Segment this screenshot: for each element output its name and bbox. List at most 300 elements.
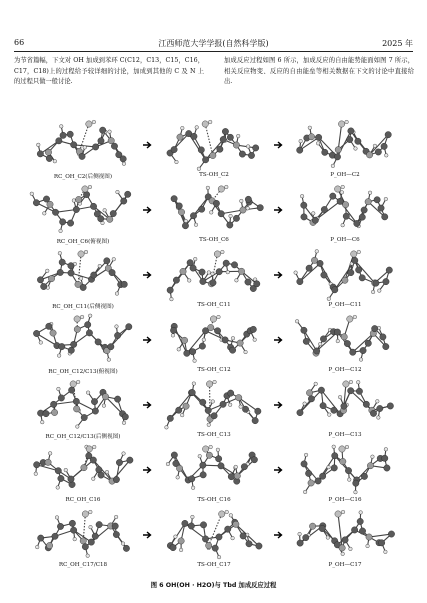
- atom: [190, 265, 196, 271]
- atom: [33, 200, 39, 206]
- structure-label: P_OH—C12: [328, 367, 362, 373]
- atom: [89, 525, 93, 529]
- atom: [374, 197, 380, 203]
- atom: [356, 380, 360, 384]
- atom: [46, 323, 52, 329]
- atom: [89, 510, 93, 514]
- atom: [193, 359, 197, 363]
- atom: [37, 277, 43, 283]
- atom: [240, 207, 246, 213]
- atom: [206, 452, 212, 458]
- reaction-row: [14, 443, 413, 508]
- atom: [86, 554, 90, 558]
- atom: [121, 198, 127, 204]
- atom: [107, 216, 113, 222]
- atom: [339, 545, 345, 551]
- atom: [355, 267, 361, 273]
- atom: [180, 413, 184, 417]
- header-rule: [14, 51, 413, 52]
- molecule-structure: [159, 313, 269, 367]
- atom: [360, 347, 366, 353]
- atom: [76, 380, 80, 384]
- atom: [330, 193, 336, 199]
- product-structure: [290, 378, 400, 443]
- atom: [69, 520, 75, 526]
- atom: [59, 259, 65, 265]
- atom: [48, 275, 54, 281]
- atom: [255, 408, 261, 414]
- atom: [239, 151, 245, 157]
- atom: [233, 142, 239, 148]
- bond: [210, 384, 211, 419]
- atom: [104, 258, 110, 264]
- atom: [45, 269, 49, 273]
- atom: [116, 190, 120, 194]
- atom: [167, 287, 173, 293]
- atom: [388, 531, 394, 537]
- atom: [55, 516, 59, 520]
- atom: [175, 160, 179, 164]
- atom: [352, 257, 358, 263]
- atom: [57, 523, 63, 529]
- atom: [320, 402, 326, 408]
- atom: [206, 381, 212, 387]
- atom: [92, 120, 96, 124]
- atom: [225, 526, 231, 532]
- atom: [57, 387, 61, 391]
- atom: [309, 523, 315, 529]
- atom: [342, 277, 348, 283]
- atom: [223, 260, 229, 266]
- atom: [341, 552, 345, 556]
- structure-label: RC_OH_C11(后侧视图): [52, 304, 114, 310]
- atom: [304, 453, 308, 457]
- atom: [52, 533, 58, 539]
- molecule-structure: [159, 378, 269, 432]
- atom: [319, 473, 325, 479]
- atom: [33, 462, 39, 468]
- atom: [181, 126, 185, 130]
- atom: [73, 206, 79, 212]
- atom: [340, 458, 346, 464]
- atom: [222, 337, 228, 343]
- atom: [227, 134, 233, 140]
- atom: [370, 410, 376, 416]
- atom: [348, 128, 354, 134]
- reactant-structure: [28, 183, 138, 248]
- atom: [366, 152, 372, 158]
- atom: [357, 518, 363, 524]
- atom: [209, 211, 213, 215]
- atom: [252, 417, 258, 423]
- atom: [192, 382, 196, 386]
- atom: [84, 250, 88, 254]
- atom: [81, 414, 87, 420]
- atom: [98, 138, 104, 144]
- atom: [378, 540, 384, 546]
- reaction-arrow: [142, 335, 152, 345]
- reaction-arrow: [273, 465, 283, 475]
- atom: [176, 476, 180, 480]
- atom: [344, 340, 350, 346]
- atom: [334, 186, 340, 192]
- bond: [335, 456, 357, 480]
- atom: [332, 453, 338, 459]
- atom: [228, 473, 234, 479]
- atom: [363, 401, 369, 407]
- atom: [191, 515, 195, 519]
- atom: [114, 396, 120, 402]
- atom: [73, 406, 79, 412]
- atom: [317, 260, 323, 266]
- atom: [199, 343, 205, 349]
- reactant-structure: [28, 313, 138, 378]
- atom: [170, 327, 176, 333]
- atom: [56, 486, 60, 490]
- atom: [338, 121, 344, 127]
- atom: [318, 342, 322, 346]
- atom: [336, 339, 340, 343]
- atom: [217, 555, 221, 559]
- atom: [343, 213, 349, 219]
- atom: [359, 275, 365, 281]
- atom: [256, 543, 262, 549]
- atom: [371, 325, 377, 331]
- atom: [376, 399, 380, 403]
- atom: [251, 456, 257, 462]
- atom: [88, 185, 92, 189]
- atom: [231, 336, 235, 340]
- atom: [59, 343, 65, 349]
- atom: [240, 199, 244, 203]
- atom: [244, 350, 248, 354]
- atom: [84, 321, 90, 327]
- bond: [205, 124, 213, 155]
- atom: [50, 401, 56, 407]
- atom: [121, 542, 125, 546]
- atom: [70, 527, 76, 533]
- atom: [301, 327, 307, 333]
- atom: [216, 448, 220, 452]
- atom: [88, 539, 94, 545]
- atom: [207, 423, 211, 427]
- atom: [202, 338, 206, 342]
- atom: [92, 445, 96, 449]
- atom: [366, 544, 370, 548]
- structure-label: RC_OH_C12/C13(后侧视图): [45, 434, 121, 440]
- atom: [354, 220, 360, 226]
- atom: [384, 447, 388, 451]
- product-structure: [290, 183, 400, 248]
- atom: [347, 136, 353, 142]
- atom: [176, 203, 182, 209]
- atom: [320, 336, 326, 342]
- bond: [338, 124, 341, 150]
- molecule-structure: [290, 508, 400, 562]
- atom: [241, 464, 247, 470]
- atom: [308, 396, 314, 402]
- reaction-row: [14, 183, 413, 248]
- atom: [301, 461, 307, 467]
- atom: [38, 535, 44, 541]
- atom: [382, 455, 388, 461]
- atom: [365, 199, 371, 205]
- atom: [96, 521, 102, 527]
- atom: [354, 490, 358, 494]
- atom: [218, 463, 224, 469]
- atom: [347, 388, 353, 394]
- structure-label: TS-OH_C6: [199, 237, 229, 243]
- atom: [90, 203, 96, 209]
- atom: [86, 330, 92, 336]
- atom: [311, 212, 315, 216]
- atom: [167, 415, 173, 421]
- transition-state-structure: [159, 508, 269, 573]
- reactant-structure: [28, 118, 138, 183]
- atom: [220, 401, 226, 407]
- atom: [236, 394, 242, 400]
- figure-6: [14, 118, 413, 573]
- atom: [73, 537, 77, 541]
- atom: [303, 338, 309, 344]
- atom: [78, 251, 84, 257]
- atom: [210, 316, 216, 322]
- atom: [92, 533, 98, 539]
- atom: [108, 137, 114, 143]
- page-number: 66: [14, 38, 25, 47]
- atom: [248, 152, 254, 158]
- atom: [385, 131, 391, 137]
- reaction-arrow: [273, 335, 283, 345]
- reactant-structure: [28, 378, 138, 443]
- atom: [59, 229, 63, 233]
- atom: [111, 143, 117, 149]
- atom: [205, 542, 211, 548]
- atom: [40, 283, 46, 289]
- atom: [183, 403, 189, 409]
- atom: [350, 349, 356, 355]
- atom: [59, 125, 63, 129]
- atom: [335, 146, 341, 152]
- atom: [171, 146, 177, 152]
- atom: [318, 387, 324, 393]
- atom: [50, 330, 56, 336]
- atom: [114, 515, 118, 519]
- atom: [171, 452, 177, 458]
- atom: [107, 358, 111, 362]
- atom: [112, 523, 118, 529]
- atom: [368, 191, 372, 195]
- atom: [57, 269, 63, 275]
- atom: [297, 147, 303, 153]
- molecule-structure: [28, 118, 138, 172]
- molecule-structure: [290, 313, 400, 367]
- atom: [43, 212, 47, 216]
- atom: [321, 206, 327, 212]
- atom: [58, 475, 64, 481]
- atom: [182, 223, 188, 229]
- atom: [51, 409, 57, 415]
- molecule-structure: [290, 118, 400, 172]
- atom: [170, 544, 176, 550]
- atom: [339, 446, 345, 452]
- structure-label: RC_OH_C6(俯视图): [56, 239, 110, 245]
- atom: [215, 456, 221, 462]
- atom: [207, 271, 211, 275]
- atom: [189, 348, 195, 354]
- atom: [176, 407, 182, 413]
- atom: [76, 425, 80, 429]
- atom: [86, 446, 92, 452]
- journal-title: 江西师范大学学报(自然科学版): [158, 39, 269, 48]
- atom: [190, 213, 196, 219]
- atom: [306, 265, 312, 271]
- atom: [314, 348, 320, 354]
- atom: [383, 343, 389, 349]
- atom: [355, 138, 361, 144]
- atom: [229, 347, 235, 353]
- atom: [191, 486, 195, 490]
- atom: [68, 476, 74, 482]
- atom: [73, 398, 79, 404]
- atom: [331, 407, 337, 413]
- atom: [351, 527, 357, 533]
- atom: [297, 278, 303, 284]
- atom: [341, 510, 345, 514]
- atom: [206, 186, 210, 190]
- atom: [202, 446, 208, 452]
- atom: [198, 206, 204, 212]
- atom: [98, 216, 104, 222]
- atom: [68, 263, 74, 269]
- reaction-arrow: [142, 465, 152, 475]
- atom: [122, 414, 128, 420]
- atom: [127, 457, 133, 463]
- bond: [209, 514, 222, 546]
- atom: [108, 130, 112, 134]
- atom: [55, 468, 61, 474]
- structure-label: P_OH—C16: [328, 497, 362, 503]
- atom: [225, 185, 229, 189]
- atom: [189, 476, 195, 482]
- atom: [60, 132, 66, 138]
- atom: [33, 330, 39, 336]
- reaction-arrow: [142, 205, 152, 215]
- atom: [322, 149, 328, 155]
- atom: [210, 152, 216, 158]
- atom: [116, 459, 122, 465]
- atom: [303, 490, 307, 494]
- atom: [56, 138, 62, 144]
- structure-label: TS-OH_C11: [197, 302, 231, 308]
- product-structure: [290, 443, 400, 508]
- atom: [176, 465, 182, 471]
- atom: [202, 121, 208, 127]
- atom: [74, 316, 80, 322]
- atom: [294, 271, 298, 275]
- figure-caption: 图 6 OH(OH · H2O)与 Tbd 加成反应过程: [150, 582, 277, 589]
- atom: [218, 186, 224, 192]
- molecule-structure: [28, 313, 138, 367]
- atom: [115, 325, 119, 329]
- atom: [177, 348, 181, 352]
- atom: [200, 399, 206, 405]
- atom: [82, 544, 88, 550]
- atom: [211, 400, 215, 404]
- transition-state-structure: [159, 118, 269, 183]
- atom: [308, 126, 312, 130]
- atom: [202, 536, 208, 542]
- atom: [43, 410, 49, 416]
- atom: [327, 413, 331, 417]
- right-paragraph: 加成反应过程如图 6 所示，加成反应的自由能势能面如图 7 所示，相关反应物变、反应的自由能垒等相关数据在下文的讨论中直接给出.: [224, 57, 414, 85]
- atom: [199, 269, 205, 275]
- transition-state-structure: [159, 183, 269, 248]
- atom: [122, 421, 126, 425]
- atom: [359, 214, 365, 220]
- atom: [225, 510, 229, 514]
- atom: [347, 478, 351, 482]
- atom: [53, 159, 57, 163]
- atom: [178, 538, 184, 544]
- atom: [331, 465, 337, 471]
- atom: [173, 277, 179, 283]
- structure-label: P_OH—C11: [328, 302, 362, 308]
- atom: [30, 192, 34, 196]
- atom: [71, 142, 77, 148]
- atom: [257, 204, 263, 210]
- atom: [86, 391, 90, 395]
- atom: [37, 143, 41, 147]
- atom: [353, 480, 359, 486]
- atom: [52, 209, 58, 215]
- atom: [80, 315, 84, 319]
- atom: [46, 155, 52, 161]
- atom: [58, 251, 62, 255]
- atom: [217, 315, 221, 319]
- atom: [252, 145, 258, 151]
- reaction-arrow: [273, 140, 283, 150]
- molecule-structure: [290, 443, 400, 497]
- product-structure: [290, 313, 400, 378]
- atom: [306, 390, 312, 396]
- atom: [228, 403, 232, 407]
- atom: [76, 196, 82, 202]
- atom: [298, 532, 302, 536]
- atom: [91, 398, 97, 404]
- atom: [386, 267, 392, 273]
- atom: [250, 326, 256, 332]
- atom: [301, 214, 307, 220]
- atom: [103, 208, 107, 212]
- reaction-arrow: [142, 400, 152, 410]
- atom: [334, 154, 340, 160]
- atom: [229, 514, 233, 518]
- structure-label: P_OH—C6: [330, 237, 360, 243]
- atom: [384, 197, 388, 201]
- atom: [68, 347, 74, 353]
- atom: [381, 143, 387, 149]
- atom: [383, 278, 389, 284]
- atom: [83, 146, 87, 150]
- atom: [349, 547, 353, 551]
- atom: [332, 287, 338, 293]
- atom: [214, 251, 220, 257]
- structure-label: RC_OH_C12/C13(俯视图): [48, 369, 118, 375]
- atom: [113, 531, 119, 537]
- reaction-arrow: [273, 270, 283, 280]
- molecule-structure: [28, 508, 138, 562]
